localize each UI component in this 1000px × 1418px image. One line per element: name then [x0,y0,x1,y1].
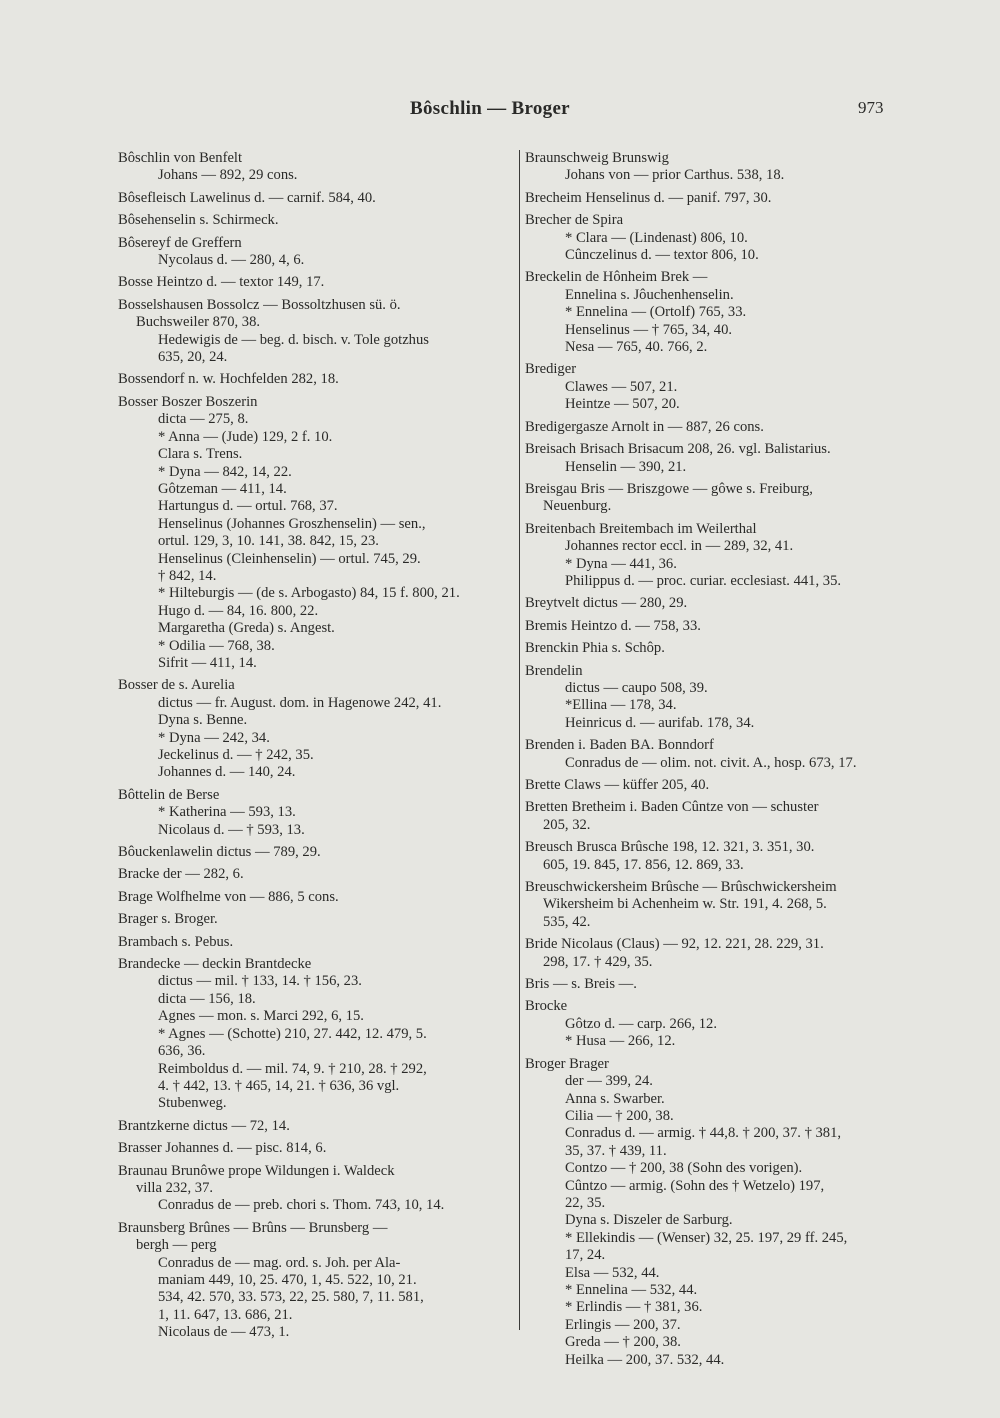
index-entry [118,956,516,1113]
entry-headword: Braunsberg Brûnes — Brûns — Brunsberg — [118,1219,388,1236]
entry-headword: Bôsereyf de Greffern [118,234,242,251]
entry-headword: Breckelin de Hônheim Brek — [525,269,708,286]
entry-line: villa 232, 37. [136,1179,214,1196]
entry-line: 605, 19. 845, 17. 856, 12. 869, 33. [543,856,744,873]
entry-line: dicta — 275, 8. [158,411,249,428]
entry-headword: Brecher de Spira [525,212,624,229]
entry-line: maniam 449, 10, 25. 470, 1, 45. 522, 10, 21. [158,1271,417,1288]
index-entry [525,998,925,1050]
entry-line: * Ennelina — 532, 44. [565,1281,698,1298]
entry-line: 535, 42. [543,913,591,930]
index-entry [118,371,516,388]
left-column [118,150,516,1347]
entry-line: 22, 35. [565,1194,606,1211]
index-entry [525,799,925,834]
index-entry [525,150,925,185]
entry-line: Buchsweiler 870, 38. [136,314,261,331]
entry-line: Neuenburg. [543,498,612,515]
entry-line: * Odilia — 768, 38. [158,637,275,654]
index-entry [525,212,925,264]
index-entry [118,297,516,367]
index-entry [525,879,925,931]
entry-line: Hartungus d. — ortul. 768, 37. [158,498,338,515]
entry-line: * Anna — (Jude) 129, 2 f. 10. [158,428,333,445]
entry-headword: Bride Nicolaus (Claus) — 92, 12. 221, 28. 229, 31. [525,936,824,953]
entry-line: Philippus d. — proc. curiar. ecclesiast. 441, 35. [565,572,842,589]
entry-headword: Bremis Heintzo d. — 758, 33. [525,617,701,634]
index-entry [525,595,925,612]
entry-line: Henselinus — † 765, 34, 40. [565,321,733,338]
entry-line: Hugo d. — 84, 16. 800, 22. [158,602,319,619]
entry-line: Nycolaus d. — 280, 4, 6. [158,252,305,269]
entry-line: * Dyna — 842, 14, 22. [158,463,292,480]
page-title: Bôschlin — Broger [410,98,570,119]
entry-line: * Hilteburgis — (de s. Arbogasto) 84, 15 f. 800, 21. [158,585,460,602]
entry-line: 534, 42. 570, 33. 573, 22, 25. 580, 7, 11. 581, [158,1289,424,1306]
entry-line: Cûntzo — armig. (Sohn des † Wetzelo) 197, [565,1177,825,1194]
entry-headword: Brette Claws — küffer 205, 40. [525,777,710,793]
entry-line: Nicolaus d. — † 593, 13. [158,821,305,838]
entry-line: Reimboldus d. — mil. 74, 9. † 210, 28. † 292, [158,1060,427,1077]
entry-line: Stubenweg. [158,1095,227,1112]
entry-headword: Bosser Boszer Boszerin [118,393,258,410]
entry-line: * Erlindis — † 381, 36. [565,1299,703,1316]
column-divider [519,150,520,1330]
entry-line: Elsa — 532, 44. [565,1264,660,1281]
entry-line: Henselin — 390, 21. [565,458,687,475]
entry-line: Cilia — † 200, 38. [565,1107,674,1124]
entry-headword: Brasser Johannes d. — pisc. 814, 6. [118,1140,327,1157]
entry-headword: Brandecke — deckin Brantdecke [118,956,312,973]
index-entry [118,866,516,883]
index-entry [525,663,925,733]
entry-headword: Brediger [525,361,577,378]
entry-line: Gôtzo d. — carp. 266, 12. [565,1015,717,1032]
index-entry [118,150,516,185]
entry-headword: Breisach Brisach Brisacum 208, 26. vgl. Balistarius. [525,441,831,458]
index-entry [525,269,925,356]
index-entry [118,235,516,270]
entry-line: * Clara — (Lindenast) 806, 10. [565,229,748,246]
entry-line: * Dyna — 242, 34. [158,729,270,746]
entry-line: Johannes rector eccl. in — 289, 32, 41. [565,538,794,555]
entry-line: Contzo — † 200, 38 (Sohn des vorigen). [565,1160,803,1177]
entry-headword: Breisgau Bris — Briszgowe — gôwe s. Freiburg, [525,480,813,497]
entry-line: Conradus de — mag. ord. s. Joh. per Ala- [158,1254,401,1271]
index-entry [118,787,516,839]
entry-line: Jeckelinus d. — † 242, 35. [158,747,314,763]
entry-line: dictus — fr. August. dom. in Hagenowe 242, 41. [158,694,442,711]
entry-headword: Bracke der — 282, 6. [118,866,244,883]
entry-headword: Breytvelt dictus — 280, 29. [525,595,688,612]
entry-line: Sifrit — 411, 14. [158,654,257,671]
entry-headword: Bôsehenselin s. Schirmeck. [118,212,279,229]
entry-headword: Brantzkerne dictus — 72, 14. [118,1117,290,1134]
entry-headword: Brenckin Phia s. Schôp. [525,640,665,657]
entry-headword: Brecheim Henselinus d. — panif. 797, 30. [525,189,772,206]
entry-line: dictus — caupo 508, 39. [565,679,708,696]
index-entry [118,677,516,781]
index-entry [525,777,925,794]
entry-headword: Brenden i. Baden BA. Bonndorf [525,737,714,754]
entry-headword: Bosser de s. Aurelia [118,677,235,694]
index-entry [525,976,925,993]
index-entry [118,844,516,861]
entry-headword: Brage Wolfhelme von — 886, 5 cons. [118,888,339,905]
entry-line: ortul. 129, 3, 10. 141, 38. 842, 15, 23. [158,533,379,550]
entry-line: der — 399, 24. [565,1073,653,1090]
index-entry [118,1118,516,1135]
entry-line: Johannes d. — 140, 24. [158,764,296,781]
index-entry [118,274,516,291]
index-entry [118,190,516,207]
index-entry [118,1163,516,1215]
index-entry [525,419,925,436]
index-entry [525,640,925,657]
entry-line: * Ellekindis — (Wenser) 32, 25. 197, 29 ff. 245, [565,1229,848,1246]
entry-line: Cûnczelinus d. — textor 806, 10. [565,247,759,264]
entry-line: Greda — † 200, 38. [565,1334,681,1351]
entry-headword: Brendelin [525,662,583,679]
entry-headword: Bosse Heintzo d. — textor 149, 17. [118,274,325,291]
entry-line: Conradus de — preb. chori s. Thom. 743, 10, 14. [158,1197,445,1214]
entry-line: 35, 37. † 439, 11. [565,1142,667,1159]
entry-line: 635, 20, 24. [158,349,228,366]
index-entry [118,889,516,906]
entry-line: Wikersheim bi Achenheim w. Str. 191, 4. 268, 5. [543,896,827,913]
entry-headword: Braunschweig Brunswig [525,150,669,166]
entry-headword: Breuschwickersheim Brûsche — Brûschwickersheim [525,879,837,896]
entry-line: Johans von — prior Carthus. 538, 18. [565,167,785,184]
index-entry [118,934,516,951]
entry-headword: Bretten Bretheim i. Baden Cûntze von — schuster [525,799,819,816]
index-entry [525,481,925,516]
page-header [0,98,1000,128]
entry-line: Johans — 892, 29 cons. [158,167,298,184]
entry-line: * Dyna — 441, 36. [565,555,677,572]
entry-line: dicta — 156, 18. [158,990,256,1007]
index-entry [118,212,516,229]
entry-line: Heilka — 200, 37. 532, 44. [565,1351,725,1368]
index-entry [525,737,925,772]
entry-headword: Bôuckenlawelin dictus — 789, 29. [118,844,321,861]
entry-line: Henselinus (Johannes Groszhenselin) — sen., [158,515,426,532]
entry-line: Nicolaus de — 473, 1. [158,1324,290,1341]
entry-headword: Broger Brager [525,1055,609,1072]
index-entry [525,618,925,635]
index-entry [525,936,925,971]
entry-line: * Husa — 266, 12. [565,1033,676,1050]
entry-line: 636, 36. [158,1043,206,1060]
entry-line: bergh — perg [136,1237,217,1254]
index-entry [525,839,925,874]
entry-line: † 842, 14. [158,567,217,584]
entry-line: * Ennelina — (Ortolf) 765, 33. [565,304,747,321]
entry-line: Clara s. Trens. [158,446,243,463]
index-entry [525,441,925,476]
right-column [525,150,925,1374]
entry-line: dictus — mil. † 133, 14. † 156, 23. [158,973,362,990]
index-entry [525,1056,925,1369]
entry-line: Heintze — 507, 20. [565,396,680,413]
entry-line: Anna s. Swarber. [565,1090,665,1107]
entry-headword: Bôschlin von Benfelt [118,150,243,166]
entry-line: * Katherina — 593, 13. [158,804,296,821]
entry-headword: Brocke [525,998,568,1015]
index-entry [525,521,925,591]
entry-headword: Bossendorf n. w. Hochfelden 282, 18. [118,371,339,388]
entry-line: Erlingis — 200, 37. [565,1316,681,1333]
entry-line: Conradus d. — armig. † 44,8. † 200, 37. † 381, [565,1125,842,1142]
index-entry [118,394,516,673]
entry-line: *Ellina — 178, 34. [565,697,677,714]
index-entry [118,911,516,928]
index-entry [525,361,925,413]
entry-line: Hedewigis de — beg. d. bisch. v. Tole gotzhus [158,331,429,348]
entry-line: Dyna s. Diszeler de Sarburg. [565,1212,733,1229]
entry-line: Clawes — 507, 21. [565,378,678,395]
entry-line: Gôtzeman — 411, 14. [158,480,287,497]
entry-line: * Agnes — (Schotte) 210, 27. 442, 12. 479, 5. [158,1025,427,1042]
entry-line: 298, 17. † 429, 35. [543,953,653,970]
entry-headword: Bôsefleisch Lawelinus d. — carnif. 584, 40. [118,189,376,206]
entry-headword: Brambach s. Pebus. [118,933,234,950]
index-entry [118,1220,516,1342]
page-number: 973 [858,98,884,117]
entry-headword: Bosselshausen Bossolcz — Bossoltzhusen sü. ö. [118,296,401,313]
entry-line: 17, 24. [565,1247,606,1264]
entry-line: Agnes — mon. s. Marci 292, 6, 15. [158,1008,364,1025]
entry-headword: Breusch Brusca Brûsche 198, 12. 321, 3. 351, 30. [525,839,815,856]
index-entry [118,1140,516,1157]
entry-line: Dyna s. Benne. [158,712,248,729]
entry-headword: Brager s. Broger. [118,911,218,928]
entry-line: Margaretha (Greda) s. Angest. [158,620,335,637]
index-entry [525,190,925,207]
entry-headword: Braunau Brunôwe prope Wildungen i. Waldeck [118,1162,395,1179]
entry-headword: Bredigergasze Arnolt in — 887, 26 cons. [525,418,764,435]
entry-line: Heinricus d. — aurifab. 178, 34. [565,714,755,731]
entry-line: 1, 11. 647, 13. 686, 21. [158,1306,293,1323]
entry-line: 4. † 442, 13. † 465, 14, 21. † 636, 36 vgl. [158,1077,400,1094]
entry-line: Nesa — 765, 40. 766, 2. [565,339,708,356]
entry-headword: Bôttelin de Berse [118,786,220,803]
entry-headword: Breitenbach Breitembach im Weilerthal [525,520,757,537]
entry-line: Ennelina s. Jôuchenhenselin. [565,286,734,303]
entry-headword: Bris — s. Breis —. [525,976,637,993]
entry-line: Henselinus (Cleinhenselin) — ortul. 745, 29. [158,550,421,567]
entry-line: 205, 32. [543,816,591,833]
entry-line: Conradus de — olim. not. civit. A., hosp. 673, 17. [565,754,857,771]
